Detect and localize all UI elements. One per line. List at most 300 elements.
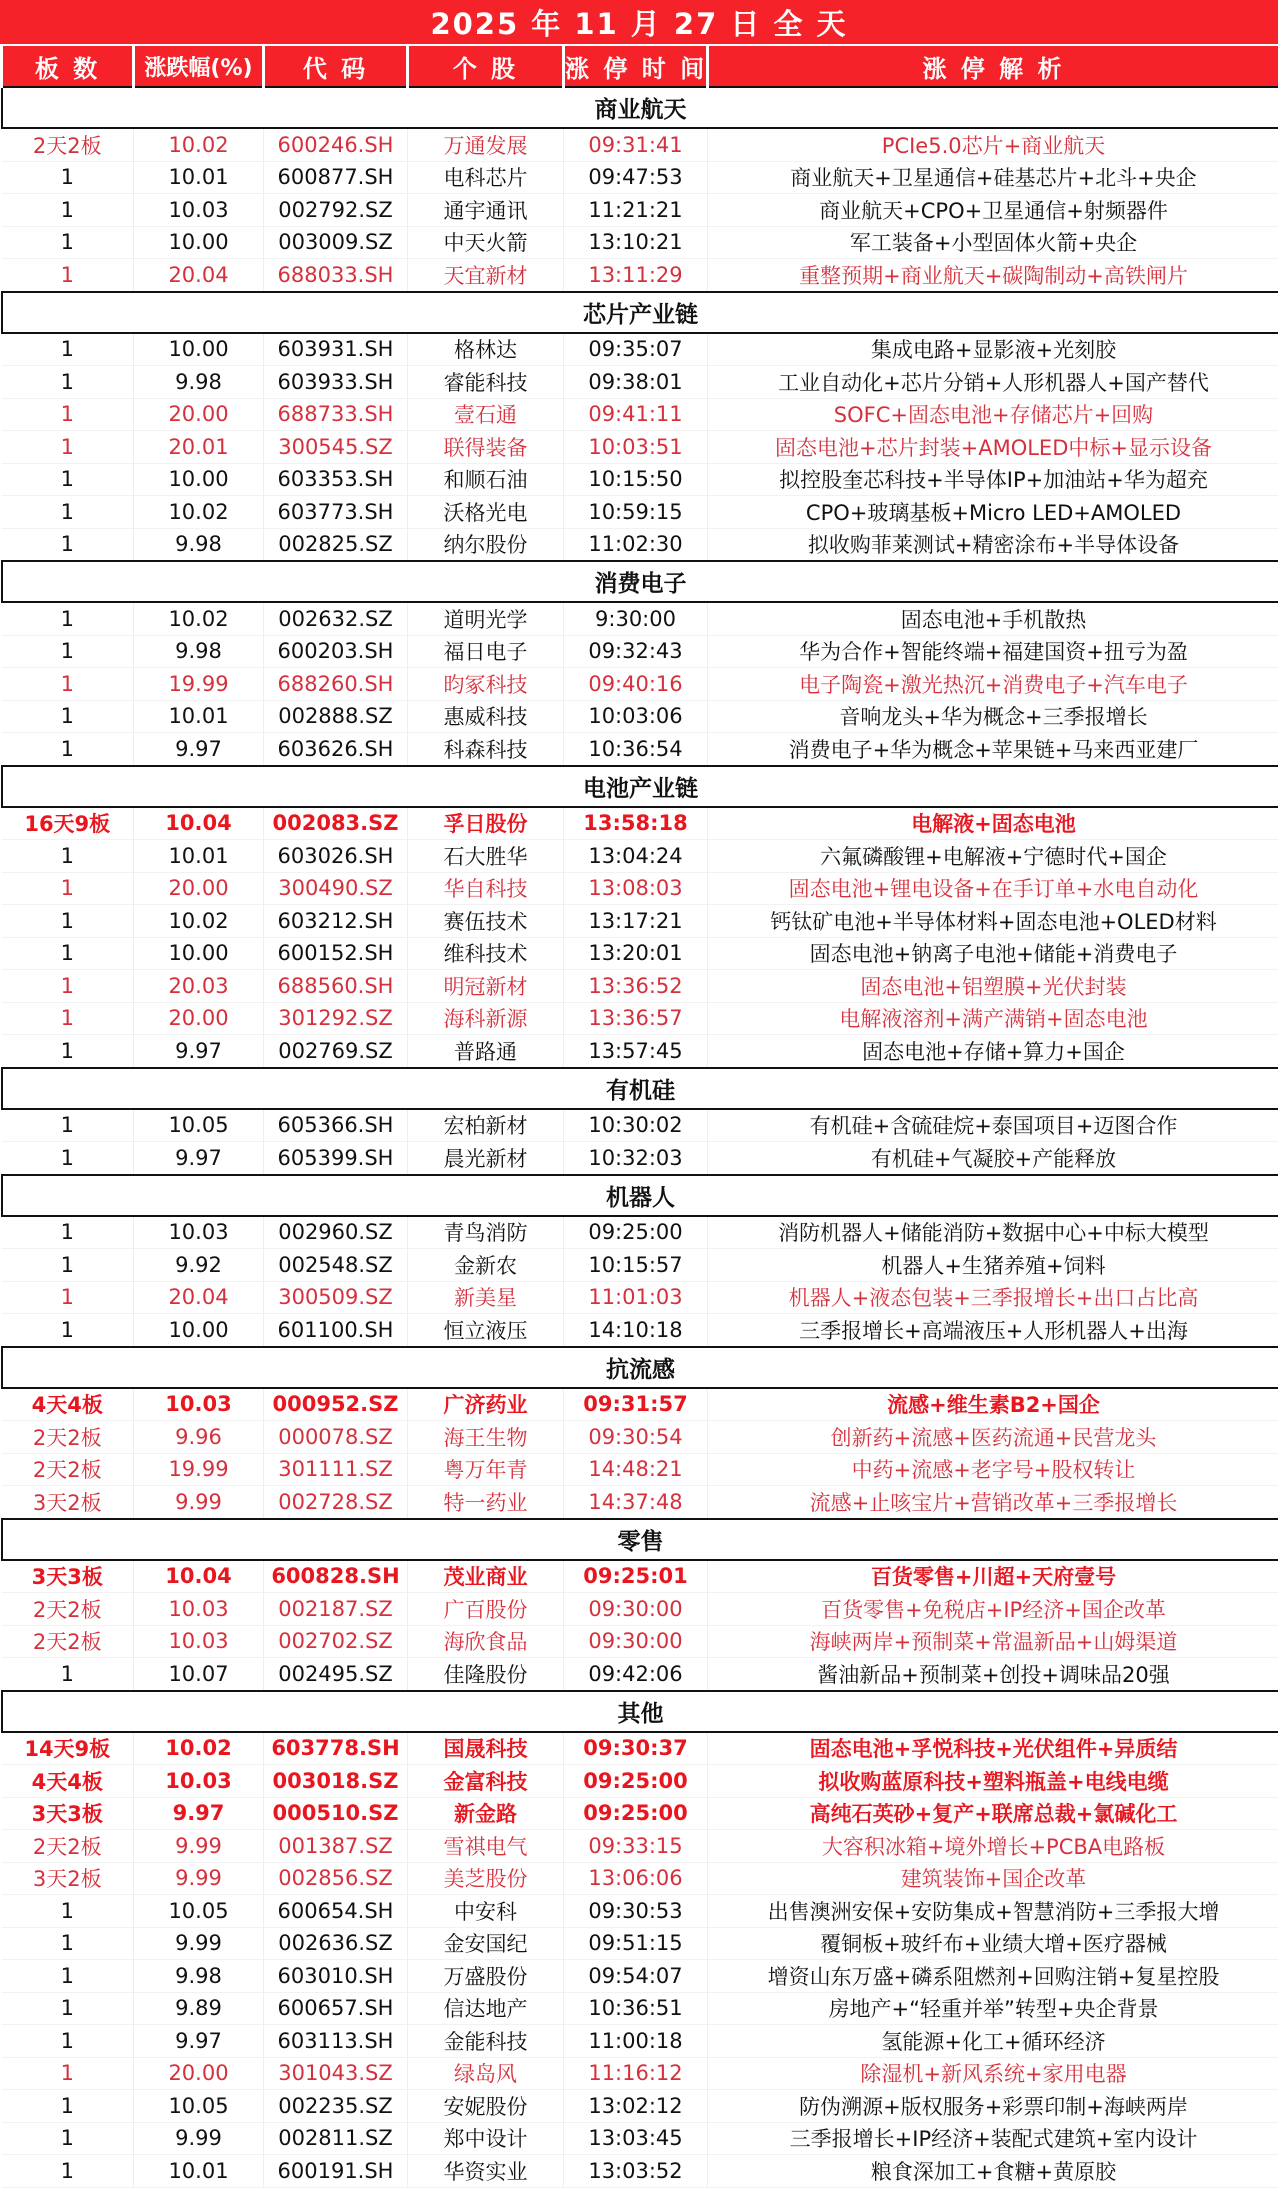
stock-name-cell: 特一药业 [408, 1486, 564, 1519]
stock-name-cell: 广百股份 [408, 1593, 564, 1626]
boards-cell: 2天2板 [2, 1453, 134, 1486]
stock-name-cell: 明冠新材 [408, 970, 564, 1003]
reason-cell: 重整预期+商业航天+碳陶制动+高铁闸片 [708, 259, 1278, 292]
limit-time-cell: 13:57:45 [564, 1035, 708, 1068]
code-cell: 688260.SH [264, 668, 408, 701]
stock-name-cell: 郑中设计 [408, 2122, 564, 2155]
stock-name-cell: 海科新源 [408, 1002, 564, 1035]
change-pct-cell: 10.01 [134, 700, 264, 733]
change-pct-cell: 10.04 [134, 1560, 264, 1593]
reason-cell: 酱油新品+预制菜+创投+调味品20强 [708, 1658, 1278, 1691]
change-pct-cell: 10.01 [134, 161, 264, 194]
stock-name-cell: 绿岛风 [408, 2057, 564, 2090]
reason-cell: 流感+止咳宝片+营销改革+三季报增长 [708, 1486, 1278, 1519]
change-pct-cell: 10.00 [134, 937, 264, 970]
reason-cell: 机器人+液态包装+三季报增长+出口占比高 [708, 1281, 1278, 1314]
code-cell: 001387.SZ [264, 1830, 408, 1863]
reason-cell: 粮食深加工+食糖+黄原胶 [708, 2155, 1278, 2188]
table-row[interactable] [2, 733, 1278, 766]
reason-cell: 百货零售+免税店+IP经济+国企改革 [708, 1593, 1278, 1626]
boards-cell: 4天4板 [2, 1765, 134, 1798]
stock-name-cell: 金能科技 [408, 2025, 564, 2058]
section-header-row [2, 292, 1278, 333]
header-change-pct: 涨跌幅(%) [134, 46, 264, 87]
limit-time-cell: 13:17:21 [564, 905, 708, 938]
change-pct-cell: 10.03 [134, 194, 264, 227]
table-row[interactable] [2, 1992, 1278, 2025]
change-pct-cell: 9.97 [134, 1035, 264, 1068]
change-pct-cell: 10.00 [134, 333, 264, 366]
boards-cell: 1 [2, 1035, 134, 1068]
code-cell: 603931.SH [264, 333, 408, 366]
table-row[interactable] [2, 1658, 1278, 1691]
table-row[interactable] [2, 1927, 1278, 1960]
change-pct-cell: 9.99 [134, 2122, 264, 2155]
table-row[interactable] [2, 1625, 1278, 1658]
section-title: 零售 [2, 1519, 1278, 1560]
reason-cell: 电解液溶剂+满产满销+固态电池 [708, 1002, 1278, 1035]
boards-cell: 1 [2, 463, 134, 496]
code-cell: 003009.SZ [264, 226, 408, 259]
code-cell: 300545.SZ [264, 431, 408, 464]
stock-name-cell: 粤万年青 [408, 1453, 564, 1486]
table-row[interactable] [2, 1732, 1278, 1765]
table-row[interactable] [2, 528, 1278, 561]
change-pct-cell: 10.03 [134, 1216, 264, 1249]
table-row[interactable] [2, 259, 1278, 292]
boards-cell: 1 [2, 1960, 134, 1993]
limit-time-cell: 10:36:51 [564, 1992, 708, 2025]
limit-time-cell: 09:41:11 [564, 398, 708, 431]
section-title: 其他 [2, 1691, 1278, 1732]
code-cell: 600152.SH [264, 937, 408, 970]
limit-time-cell: 11:00:18 [564, 2025, 708, 2058]
code-cell: 002960.SZ [264, 1216, 408, 1249]
change-pct-cell: 10.02 [134, 128, 264, 161]
code-cell: 601100.SH [264, 1314, 408, 1347]
table-row[interactable] [2, 602, 1278, 635]
reason-cell: 有机硅+气凝胶+产能释放 [708, 1142, 1278, 1175]
boards-cell: 1 [2, 2057, 134, 2090]
reason-cell: SOFC+固态电池+存储芯片+回购 [708, 398, 1278, 431]
boards-cell: 1 [2, 2155, 134, 2188]
boards-cell: 1 [2, 970, 134, 1003]
stock-name-cell: 电科芯片 [408, 161, 564, 194]
change-pct-cell: 10.05 [134, 1895, 264, 1928]
stock-name-cell: 石大胜华 [408, 840, 564, 873]
boards-cell: 1 [2, 1927, 134, 1960]
boards-cell: 1 [2, 1002, 134, 1035]
stock-name-cell: 孚日股份 [408, 807, 564, 840]
limit-time-cell: 14:37:48 [564, 1486, 708, 1519]
code-cell: 002636.SZ [264, 1927, 408, 1960]
table-row[interactable] [2, 905, 1278, 938]
boards-cell: 2天2板 [2, 1625, 134, 1658]
reason-cell: 电子陶瓷+激光热沉+消费电子+汽车电子 [708, 668, 1278, 701]
boards-cell: 1 [2, 1314, 134, 1347]
boards-cell: 1 [2, 905, 134, 938]
limit-time-cell: 09:38:01 [564, 366, 708, 399]
change-pct-cell: 9.92 [134, 1249, 264, 1282]
change-pct-cell: 10.05 [134, 1109, 264, 1142]
boards-cell: 1 [2, 840, 134, 873]
table-row[interactable] [2, 496, 1278, 529]
code-cell: 603626.SH [264, 733, 408, 766]
table-row[interactable] [2, 366, 1278, 399]
limit-time-cell: 09:51:15 [564, 1927, 708, 1960]
code-cell: 603026.SH [264, 840, 408, 873]
reason-cell: 拟收购蓝原科技+塑料瓶盖+电线电缆 [708, 1765, 1278, 1798]
reason-cell: 增资山东万盛+磷系阻燃剂+回购注销+复星控股 [708, 1960, 1278, 1993]
table-row[interactable] [2, 807, 1278, 840]
boards-cell: 3天2板 [2, 1486, 134, 1519]
limit-time-cell: 09:25:01 [564, 1560, 708, 1593]
reason-cell: 除湿机+新风系统+家用电器 [708, 2057, 1278, 2090]
section-title: 芯片产业链 [2, 292, 1278, 333]
boards-cell: 2天2板 [2, 1421, 134, 1454]
reason-cell: 军工装备+小型固体火箭+央企 [708, 226, 1278, 259]
header-limit-time: 涨 停 时 间 [564, 46, 708, 87]
limit-time-cell: 13:58:18 [564, 807, 708, 840]
table-row[interactable] [2, 2090, 1278, 2123]
section-header-row [2, 1347, 1278, 1388]
boards-cell: 2天2板 [2, 1593, 134, 1626]
limit-time-cell: 09:42:06 [564, 1658, 708, 1691]
stock-name-cell: 科森科技 [408, 733, 564, 766]
change-pct-cell: 10.04 [134, 807, 264, 840]
boards-cell: 1 [2, 496, 134, 529]
limit-time-cell: 09:47:53 [564, 161, 708, 194]
change-pct-cell: 20.00 [134, 2057, 264, 2090]
stock-name-cell: 昀冢科技 [408, 668, 564, 701]
boards-cell: 1 [2, 194, 134, 227]
boards-cell: 1 [2, 733, 134, 766]
table-row[interactable] [2, 1281, 1278, 1314]
limit-time-cell: 09:30:53 [564, 1895, 708, 1928]
section-header-row [2, 1068, 1278, 1109]
limit-up-table [0, 46, 1278, 2188]
stock-name-cell: 国晟科技 [408, 1732, 564, 1765]
limit-time-cell: 09:40:16 [564, 668, 708, 701]
change-pct-cell: 20.03 [134, 970, 264, 1003]
change-pct-cell: 10.07 [134, 1658, 264, 1691]
limit-time-cell: 9:30:00 [564, 602, 708, 635]
table-row[interactable] [2, 872, 1278, 905]
section-title: 抗流感 [2, 1347, 1278, 1388]
limit-time-cell: 09:25:00 [564, 1216, 708, 1249]
reason-cell: 工业自动化+芯片分销+人形机器人+国产替代 [708, 366, 1278, 399]
table-row[interactable] [2, 463, 1278, 496]
table-row[interactable] [2, 1216, 1278, 1249]
code-cell: 603212.SH [264, 905, 408, 938]
limit-time-cell: 13:03:45 [564, 2122, 708, 2155]
stock-name-cell: 纳尔股份 [408, 528, 564, 561]
table-row[interactable] [2, 1109, 1278, 1142]
table-row[interactable] [2, 128, 1278, 161]
boards-cell: 1 [2, 2122, 134, 2155]
reason-cell: 氢能源+化工+循环经济 [708, 2025, 1278, 2058]
table-row[interactable] [2, 840, 1278, 873]
header-stock: 个 股 [408, 46, 564, 87]
boards-cell: 1 [2, 2090, 134, 2123]
table-row[interactable] [2, 1895, 1278, 1928]
section-title: 商业航天 [2, 87, 1278, 128]
section-header-row [2, 561, 1278, 602]
limit-time-cell: 09:30:54 [564, 1421, 708, 1454]
boards-cell: 1 [2, 1895, 134, 1928]
reason-cell: 固态电池+铝塑膜+光伏封装 [708, 970, 1278, 1003]
table-row[interactable] [2, 1249, 1278, 1282]
table-row[interactable] [2, 2025, 1278, 2058]
reason-cell: 流感+维生素B2+国企 [708, 1388, 1278, 1421]
change-pct-cell: 9.97 [134, 1797, 264, 1830]
stock-name-cell: 恒立液压 [408, 1314, 564, 1347]
stock-name-cell: 新美星 [408, 1281, 564, 1314]
change-pct-cell: 10.03 [134, 1765, 264, 1798]
code-cell: 603778.SH [264, 1732, 408, 1765]
stock-name-cell: 青鸟消防 [408, 1216, 564, 1249]
change-pct-cell: 10.00 [134, 1314, 264, 1347]
code-cell: 002083.SZ [264, 807, 408, 840]
table-row[interactable] [2, 398, 1278, 431]
stock-name-cell: 华资实业 [408, 2155, 564, 2188]
boards-cell: 1 [2, 161, 134, 194]
change-pct-cell: 10.01 [134, 840, 264, 873]
reason-cell: 钙钛矿电池+半导体材料+固态电池+OLED材料 [708, 905, 1278, 938]
change-pct-cell: 9.98 [134, 528, 264, 561]
boards-cell: 1 [2, 2025, 134, 2058]
limit-time-cell: 10:30:02 [564, 1109, 708, 1142]
reason-cell: 房地产+“轻重并举”转型+央企背景 [708, 1992, 1278, 2025]
reason-cell: CPO+玻璃基板+Micro LED+AMOLED [708, 496, 1278, 529]
stock-name-cell: 普路通 [408, 1035, 564, 1068]
change-pct-cell: 20.04 [134, 259, 264, 292]
limit-time-cell: 13:11:29 [564, 259, 708, 292]
boards-cell: 14天9板 [2, 1732, 134, 1765]
table-row[interactable] [2, 700, 1278, 733]
limit-time-cell: 09:33:15 [564, 1830, 708, 1863]
section-title: 机器人 [2, 1175, 1278, 1216]
change-pct-cell: 9.98 [134, 366, 264, 399]
boards-cell: 1 [2, 398, 134, 431]
header-reason: 涨 停 解 析 [708, 46, 1278, 87]
limit-time-cell: 10:03:51 [564, 431, 708, 464]
table-row[interactable] [2, 226, 1278, 259]
reason-cell: 消费电子+华为概念+苹果链+马来西亚建厂 [708, 733, 1278, 766]
page-title: 2025 年 11 月 27 日 全 天 [0, 0, 1278, 46]
reason-cell: 集成电路+显影液+光刻胶 [708, 333, 1278, 366]
stock-name-cell: 天宜新材 [408, 259, 564, 292]
stock-name-cell: 海王生物 [408, 1421, 564, 1454]
reason-cell: 建筑装饰+国企改革 [708, 1862, 1278, 1895]
table-row[interactable] [2, 2155, 1278, 2188]
stock-name-cell: 中天火箭 [408, 226, 564, 259]
change-pct-cell: 9.97 [134, 1142, 264, 1175]
boards-cell: 1 [2, 1992, 134, 2025]
limit-time-cell: 13:04:24 [564, 840, 708, 873]
limit-time-cell: 13:10:21 [564, 226, 708, 259]
table-row[interactable] [2, 1960, 1278, 1993]
table-row[interactable] [2, 1002, 1278, 1035]
change-pct-cell: 10.03 [134, 1625, 264, 1658]
reason-cell: 拟收购菲莱测试+精密涂布+半导体设备 [708, 528, 1278, 561]
reason-cell: 三季报增长+IP经济+装配式建筑+室内设计 [708, 2122, 1278, 2155]
stock-name-cell: 惠威科技 [408, 700, 564, 733]
code-cell: 688033.SH [264, 259, 408, 292]
change-pct-cell: 10.03 [134, 1388, 264, 1421]
code-cell: 002792.SZ [264, 194, 408, 227]
boards-cell: 3天3板 [2, 1560, 134, 1593]
boards-cell: 1 [2, 366, 134, 399]
change-pct-cell: 10.05 [134, 2090, 264, 2123]
boards-cell: 1 [2, 1281, 134, 1314]
table-row[interactable] [2, 1421, 1278, 1454]
table-row[interactable] [2, 431, 1278, 464]
stock-name-cell: 茂业商业 [408, 1560, 564, 1593]
limit-time-cell: 11:02:30 [564, 528, 708, 561]
reason-cell: 固态电池+手机散热 [708, 602, 1278, 635]
reason-cell: 中药+流感+老字号+股权转让 [708, 1453, 1278, 1486]
boards-cell: 1 [2, 259, 134, 292]
limit-time-cell: 11:01:03 [564, 1281, 708, 1314]
boards-cell: 1 [2, 1249, 134, 1282]
stock-name-cell: 格林达 [408, 333, 564, 366]
stock-name-cell: 沃格光电 [408, 496, 564, 529]
code-cell: 688733.SH [264, 398, 408, 431]
stock-name-cell: 信达地产 [408, 1992, 564, 2025]
code-cell: 301292.SZ [264, 1002, 408, 1035]
limit-time-cell: 10:15:57 [564, 1249, 708, 1282]
change-pct-cell: 10.02 [134, 602, 264, 635]
table-row[interactable] [2, 937, 1278, 970]
table-row[interactable] [2, 1593, 1278, 1626]
section-header-row [2, 1519, 1278, 1560]
code-cell: 000510.SZ [264, 1797, 408, 1830]
stock-name-cell: 广济药业 [408, 1388, 564, 1421]
reason-cell: 高纯石英砂+复产+联席总裁+氯碱化工 [708, 1797, 1278, 1830]
limit-time-cell: 09:54:07 [564, 1960, 708, 1993]
code-cell: 301043.SZ [264, 2057, 408, 2090]
header-boards: 板 数 [2, 46, 134, 87]
table-row[interactable] [2, 635, 1278, 668]
limit-time-cell: 13:06:06 [564, 1862, 708, 1895]
section-title: 有机硅 [2, 1068, 1278, 1109]
code-cell: 605399.SH [264, 1142, 408, 1175]
stock-name-cell: 新金路 [408, 1797, 564, 1830]
change-pct-cell: 10.02 [134, 496, 264, 529]
limit-time-cell: 10:15:50 [564, 463, 708, 496]
stock-name-cell: 壹石通 [408, 398, 564, 431]
stock-name-cell: 金新农 [408, 1249, 564, 1282]
code-cell: 603933.SH [264, 366, 408, 399]
boards-cell: 4天4板 [2, 1388, 134, 1421]
code-cell: 301111.SZ [264, 1453, 408, 1486]
reason-cell: 三季报增长+高端液压+人形机器人+出海 [708, 1314, 1278, 1347]
stock-name-cell: 联得装备 [408, 431, 564, 464]
boards-cell: 16天9板 [2, 807, 134, 840]
limit-time-cell: 10:36:54 [564, 733, 708, 766]
table-row[interactable] [2, 1830, 1278, 1863]
limit-time-cell: 09:31:41 [564, 128, 708, 161]
code-cell: 600877.SH [264, 161, 408, 194]
section-header-row [2, 1175, 1278, 1216]
reason-cell: 百货零售+川超+天府壹号 [708, 1560, 1278, 1593]
section-header-row [2, 766, 1278, 807]
change-pct-cell: 9.99 [134, 1830, 264, 1863]
table-row[interactable] [2, 668, 1278, 701]
table-row[interactable] [2, 1035, 1278, 1068]
table-row[interactable] [2, 1388, 1278, 1421]
stock-name-cell: 海欣食品 [408, 1625, 564, 1658]
boards-cell: 2天2板 [2, 1830, 134, 1863]
stock-name-cell: 金安国纪 [408, 1927, 564, 1960]
table-row[interactable] [2, 1314, 1278, 1347]
limit-time-cell: 09:25:00 [564, 1797, 708, 1830]
table-row[interactable] [2, 194, 1278, 227]
table-row[interactable] [2, 970, 1278, 1003]
stock-name-cell: 万通发展 [408, 128, 564, 161]
boards-cell: 1 [2, 1109, 134, 1142]
code-cell: 002235.SZ [264, 2090, 408, 2123]
table-row[interactable] [2, 1486, 1278, 1519]
table-row[interactable] [2, 333, 1278, 366]
table-body [2, 87, 1278, 2187]
code-cell: 002728.SZ [264, 1486, 408, 1519]
boards-cell: 1 [2, 1142, 134, 1175]
change-pct-cell: 9.98 [134, 635, 264, 668]
stock-name-cell: 福日电子 [408, 635, 564, 668]
change-pct-cell: 10.03 [134, 1593, 264, 1626]
change-pct-cell: 10.00 [134, 226, 264, 259]
change-pct-cell: 20.00 [134, 1002, 264, 1035]
stock-name-cell: 华自科技 [408, 872, 564, 905]
header-code: 代 码 [264, 46, 408, 87]
table-row[interactable] [2, 1797, 1278, 1830]
table-header [2, 46, 1278, 87]
reason-cell: 音响龙头+华为概念+三季报增长 [708, 700, 1278, 733]
limit-time-cell: 10:59:15 [564, 496, 708, 529]
stock-name-cell: 通宇通讯 [408, 194, 564, 227]
table-row[interactable] [2, 2122, 1278, 2155]
stock-name-cell: 中安科 [408, 1895, 564, 1928]
change-pct-cell: 9.98 [134, 1960, 264, 1993]
reason-cell: 防伪溯源+版权服务+彩票印制+海峡两岸 [708, 2090, 1278, 2123]
table-row[interactable] [2, 2057, 1278, 2090]
limit-time-cell: 09:30:00 [564, 1593, 708, 1626]
table-row[interactable] [2, 1560, 1278, 1593]
boards-cell: 2天2板 [2, 128, 134, 161]
boards-cell: 1 [2, 635, 134, 668]
boards-cell: 1 [2, 1658, 134, 1691]
boards-cell: 1 [2, 872, 134, 905]
boards-cell: 1 [2, 528, 134, 561]
table-row[interactable] [2, 161, 1278, 194]
table-row[interactable] [2, 1142, 1278, 1175]
code-cell: 002495.SZ [264, 1658, 408, 1691]
stock-name-cell: 晨光新材 [408, 1142, 564, 1175]
reason-cell: 创新药+流感+医药流通+民营龙头 [708, 1421, 1278, 1454]
code-cell: 600203.SH [264, 635, 408, 668]
stock-name-cell: 睿能科技 [408, 366, 564, 399]
table-row[interactable] [2, 1862, 1278, 1895]
stock-name-cell: 美芝股份 [408, 1862, 564, 1895]
code-cell: 002811.SZ [264, 2122, 408, 2155]
code-cell: 603113.SH [264, 2025, 408, 2058]
change-pct-cell: 9.99 [134, 1486, 264, 1519]
table-row[interactable] [2, 1453, 1278, 1486]
limit-time-cell: 14:10:18 [564, 1314, 708, 1347]
table-row[interactable] [2, 1765, 1278, 1798]
